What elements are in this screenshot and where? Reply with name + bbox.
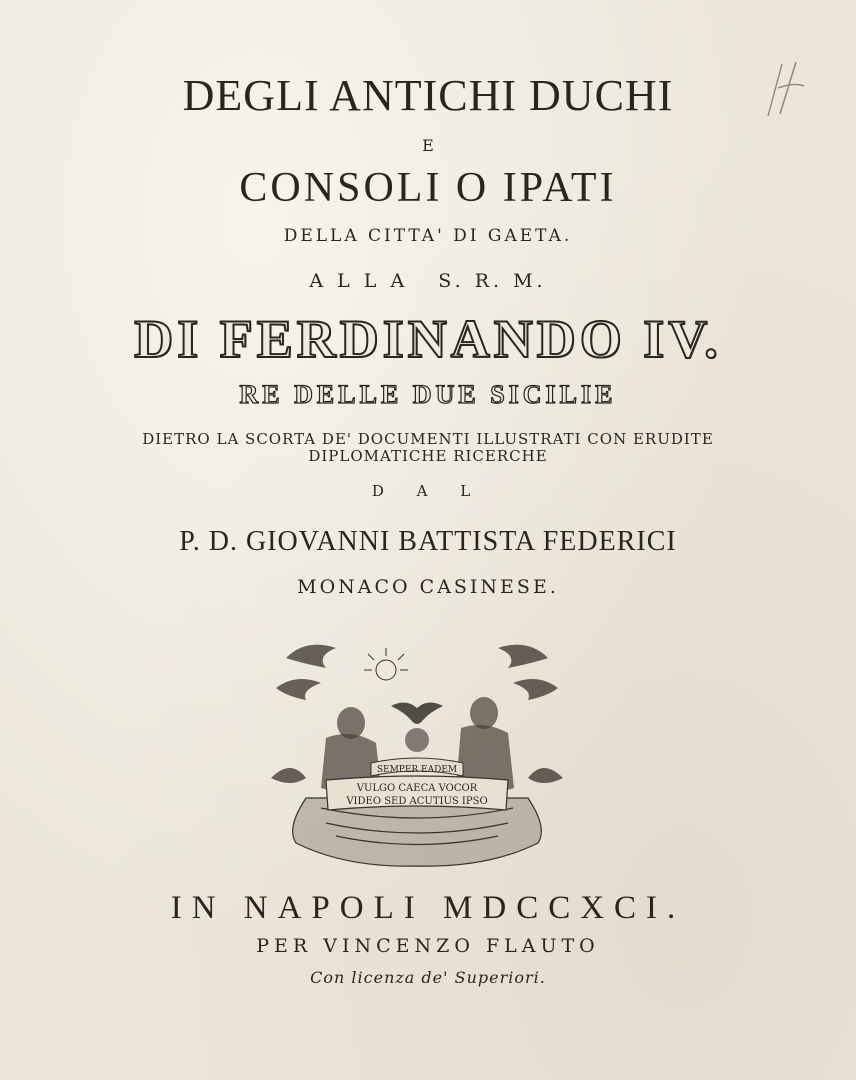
printer-name: PER VINCENZO FLAUTO (256, 935, 600, 957)
emblem-motto-line-2: VIDEO SED ACUTIUS IPSO (346, 796, 488, 807)
subtitle-line-2: DIPLOMATICHE RICERCHE (308, 447, 548, 465)
pencil-mark (760, 58, 810, 120)
title-line-3: DELLA CITTA' DI GAETA. (283, 226, 573, 246)
license-line: Con licenza de' Superiori. (310, 968, 546, 987)
printer-emblem (266, 628, 568, 868)
ribbon-motto: SEMPER EADEM (376, 765, 458, 775)
title-line-2: CONSOLI O IPATI (239, 165, 617, 211)
dedicatee-title: RE DELLE DUE SICILIE (239, 380, 617, 409)
imprint-place-date: IN NAPOLI MDCCXCI. (170, 890, 686, 926)
emblem-motto-line-1: VULGO CAECA VOCOR (356, 783, 478, 794)
dedicatee-name: DI FERDINANDO IV. (134, 309, 722, 369)
by-line: D A L (371, 482, 485, 500)
subtitle-line-1: DIETRO LA SCORTA DE' DOCUMENTI ILLUSTRATI CON ERUDITE (142, 430, 714, 448)
title-line-1: DEGLI ANTICHI DUCHI (182, 71, 674, 120)
dedication-line: A L L A S. R. M. (309, 270, 547, 292)
author-role: MONACO CASINESE. (297, 576, 559, 598)
title-conjunction: E (422, 136, 434, 155)
author-name: P. D. GIOVANNI BATTISTA FEDERICI (179, 526, 677, 557)
